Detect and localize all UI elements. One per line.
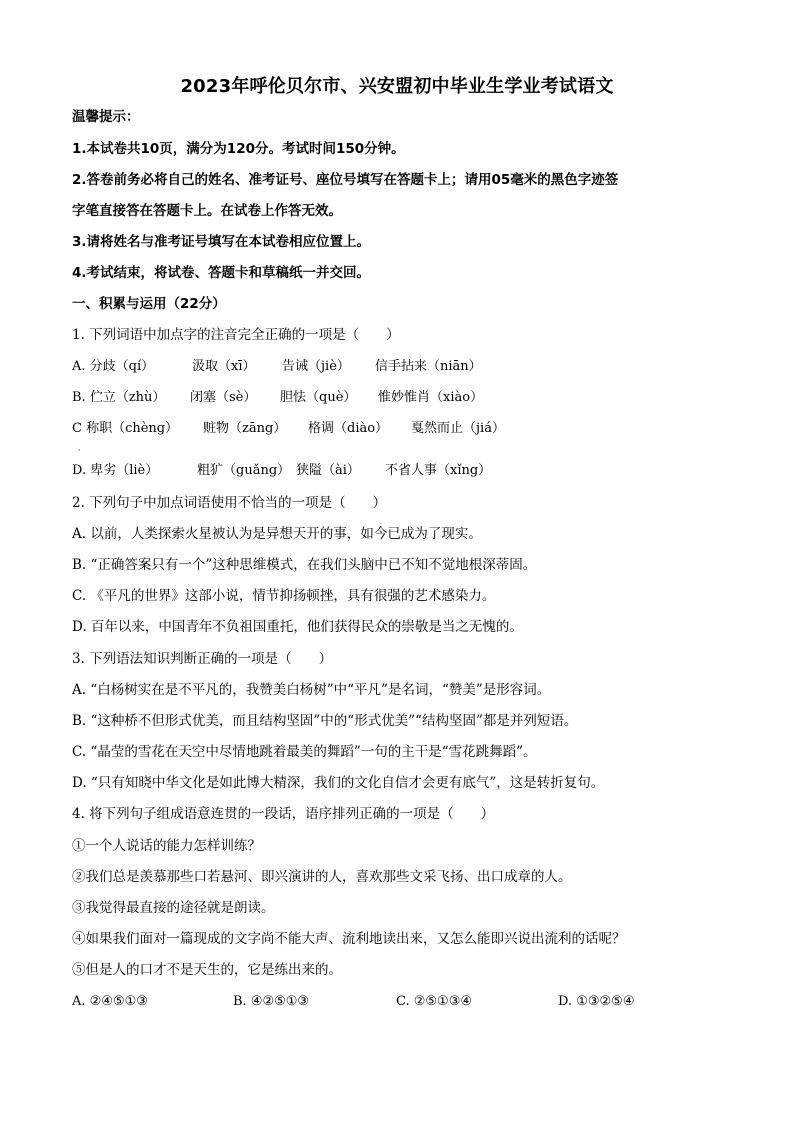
question-3-option-d: D. “只有知晓中华文化是如此博大精深，我们的文化自信才会更有底气”，这是转折复句。: [72, 775, 605, 791]
question-4-sentence: ③我觉得最直接的途径就是朗读。: [72, 900, 275, 916]
option-word: 不省人事（xǐng）: [385, 463, 492, 478]
option-word: 胆怯（què）: [280, 390, 357, 405]
notice-line: 4.考试结束，将试卷、答题卡和草稿纸一并交回。: [72, 265, 371, 281]
question-3-option-c: C. “晶莹的雪花在天空中尽情地跳着最美的舞蹈”一句的主干是“雪花跳舞蹈”。: [72, 744, 537, 760]
question-2-option-a: A. 以前，人类探索火星被认为是异想天开的事，如今已成为了现实。: [72, 526, 482, 542]
question-4-option-b: B. ④②⑤①③: [233, 994, 310, 1009]
question-2-option-b: B. “正确答案只有一个”这种思维模式，在我们头脑中已不知不觉地根深蒂固。: [72, 557, 537, 573]
question-4-sentence: ①一个人说话的能力怎样训练？: [72, 838, 261, 854]
question-1-stem: 1. 下列词语中加点字的注音完全正确的一项是（ ）: [72, 327, 400, 343]
question-4-option-c: C. ②⑤①③④: [396, 994, 473, 1009]
question-2-option-c: C. 《平凡的世界》这部小说，情节抑扬顿挫，具有很强的艺术感染力。: [72, 588, 496, 604]
option-word: 粗犷（guǎng）: [197, 463, 291, 478]
notice-line: 2.答卷前务必将自己的姓名、准考证号、座位号填写在答题卡上；请用05毫米的黑色字迹签: [72, 172, 619, 188]
option-word: 告诫（jiè）: [282, 359, 350, 374]
question-4-stem: 4. 将下列句子组成语意连贯的一段话，语序排列正确的一项是（ ）: [72, 806, 495, 822]
question-4-option-a: A. ②④⑤①③: [72, 994, 148, 1009]
option-word: 戛然而止（jiá）: [411, 421, 505, 436]
notice-line: 3.请将姓名与准考证号填写在本试卷相应位置上。: [72, 234, 371, 250]
section-heading: 一、积累与运用（22分）: [72, 296, 226, 312]
question-4-sentence: ②我们总是羡慕那些口若悬河、即兴演讲的人，喜欢那些文采飞扬、出口成章的人。: [72, 869, 572, 885]
question-4-sentence: ④如果我们面对一篇现成的文字尚不能大声、流利地读出来，又怎么能即兴说出流利的话呢？: [72, 931, 626, 947]
option-word: 闭塞（sè）: [190, 390, 257, 405]
notice-line: 字笔直接答在答题卡上。在试卷上作答无效。: [72, 203, 342, 219]
question-2-stem: 2. 下列句子中加点词语使用不恰当的一项是（ ）: [72, 495, 387, 511]
option-word: D. 卑劣（liè）: [72, 463, 159, 478]
option-word: 信手拈来（niān）: [375, 359, 482, 374]
option-word: A. 分歧（qí）: [72, 359, 155, 374]
option-word: B. 伫立（zhù）: [72, 390, 166, 405]
stray-dot: ·: [78, 446, 81, 455]
option-word: 汲取（xī）: [192, 359, 256, 374]
question-3-option-b: B. “这种桥不但形式优美，而且结构坚固”中的“形式优美”“结构坚固”都是并列短语。: [72, 713, 578, 729]
question-4-sentence: ⑤但是人的口才不是天生的，它是练出来的。: [72, 962, 342, 978]
question-2-option-d: D. 百年以来，中国青年不负祖国重托，他们获得民众的崇敬是当之无愧的。: [72, 619, 523, 635]
page-title: 2023年呼伦贝尔市、兴安盟初中毕业生学业考试语文: [180, 76, 614, 97]
option-word: 格调（diào）: [308, 421, 389, 436]
option-word: C 称职（chèng）: [72, 421, 179, 436]
question-4-option-d: D. ①③②⑤④: [558, 994, 635, 1009]
question-3-stem: 3. 下列语法知识判断正确的一项是（ ）: [72, 651, 333, 667]
option-word: 赃物（zāng）: [203, 421, 287, 436]
question-3-option-a: A. “白杨树实在是不平凡的，我赞美白杨树”中“平凡”是名词，“赞美”是形容词。: [72, 682, 551, 698]
notice-heading: 温馨提示：: [72, 109, 140, 125]
option-word: 狭隘（ài）: [296, 463, 360, 478]
notice-line: 1.本试卷共10页，满分为120分。考试时间150分钟。: [72, 141, 405, 157]
option-word: 惟妙惟肖（xiào）: [378, 390, 484, 405]
